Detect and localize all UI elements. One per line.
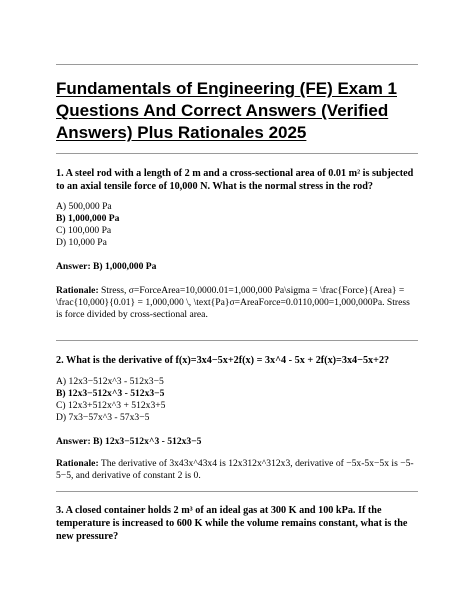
question-2 [56, 354, 418, 482]
rationale-text: The derivative of 3x43x^43x4 is 12x312x^312x3, derivative of −5x-5x−5x is −5-5−5, and derivative of constant 2 is 0. [56, 458, 414, 481]
option-a: A) 12x3−512x^3 - 512x3−5 [56, 376, 164, 387]
question-2-divider [56, 491, 418, 492]
rationale-label: Rationale: [56, 285, 99, 296]
question-2-rationale [56, 458, 418, 482]
question-1-answer: Answer: B) 1,000,000 Pa [56, 261, 157, 272]
question-3 [56, 504, 418, 543]
rationale-text: Stress, σ=ForceArea=10,0000.01=1,000,000 Pa\sigma = \frac{Force}{Area} = \frac{10,000}{0.01} = 1,000,000 \, \text{Pa}σ=AreaForce=0.0110,000=1,000,000Pa. Stress is force divided by cross-sectional area. [56, 285, 410, 320]
rationale-label: Rationale: [56, 458, 99, 469]
title-line-2: Questions And Correct Answers (Verified [56, 101, 389, 120]
question-3-text: 3. A closed container holds 2 m³ of an ideal gas at 300 K and 100 kPa. If the temperature is increased to 600 K while the volume remains constant, what is the new pressure? [56, 505, 408, 542]
question-2-text: 2. What is the derivative of f(x)=3x4−5x+2f(x) = 3x^4 - 5x + 2f(x)=3x4−5x+2? [56, 355, 390, 366]
option-b: B) 1,000,000 Pa [56, 213, 120, 224]
question-1-rationale [56, 285, 418, 321]
question-1 [56, 167, 418, 321]
title-line-1: Fundamentals of Engineering (FE) Exam 1 [56, 79, 397, 98]
option-b: B) 12x3−512x^3 - 512x3−5 [56, 388, 165, 399]
question-1-text: 1. A steel rod with a length of 2 m and a cross-sectional area of 0.01 m² is subjected to an axial tensile force of 10,000 N. What is the normal stress in the rod? [56, 168, 414, 192]
question-2-options [56, 376, 418, 424]
option-c: C) 100,000 Pa [56, 225, 112, 236]
option-a: A) 500,000 Pa [56, 201, 112, 212]
document-title [56, 78, 418, 144]
option-c: C) 12x3+512x^3 + 512x3+5 [56, 400, 166, 411]
question-2-answer: Answer: B) 12x3−512x^3 - 512x3−5 [56, 436, 202, 447]
question-1-divider [56, 340, 418, 341]
top-divider [56, 64, 418, 65]
question-1-options [56, 201, 418, 249]
option-d: D) 7x3−57x^3 - 57x3−5 [56, 412, 150, 423]
title-line-3: Answers) Plus Rationales 2025 [56, 123, 307, 142]
option-d: D) 10,000 Pa [56, 237, 107, 248]
title-divider [56, 153, 418, 154]
